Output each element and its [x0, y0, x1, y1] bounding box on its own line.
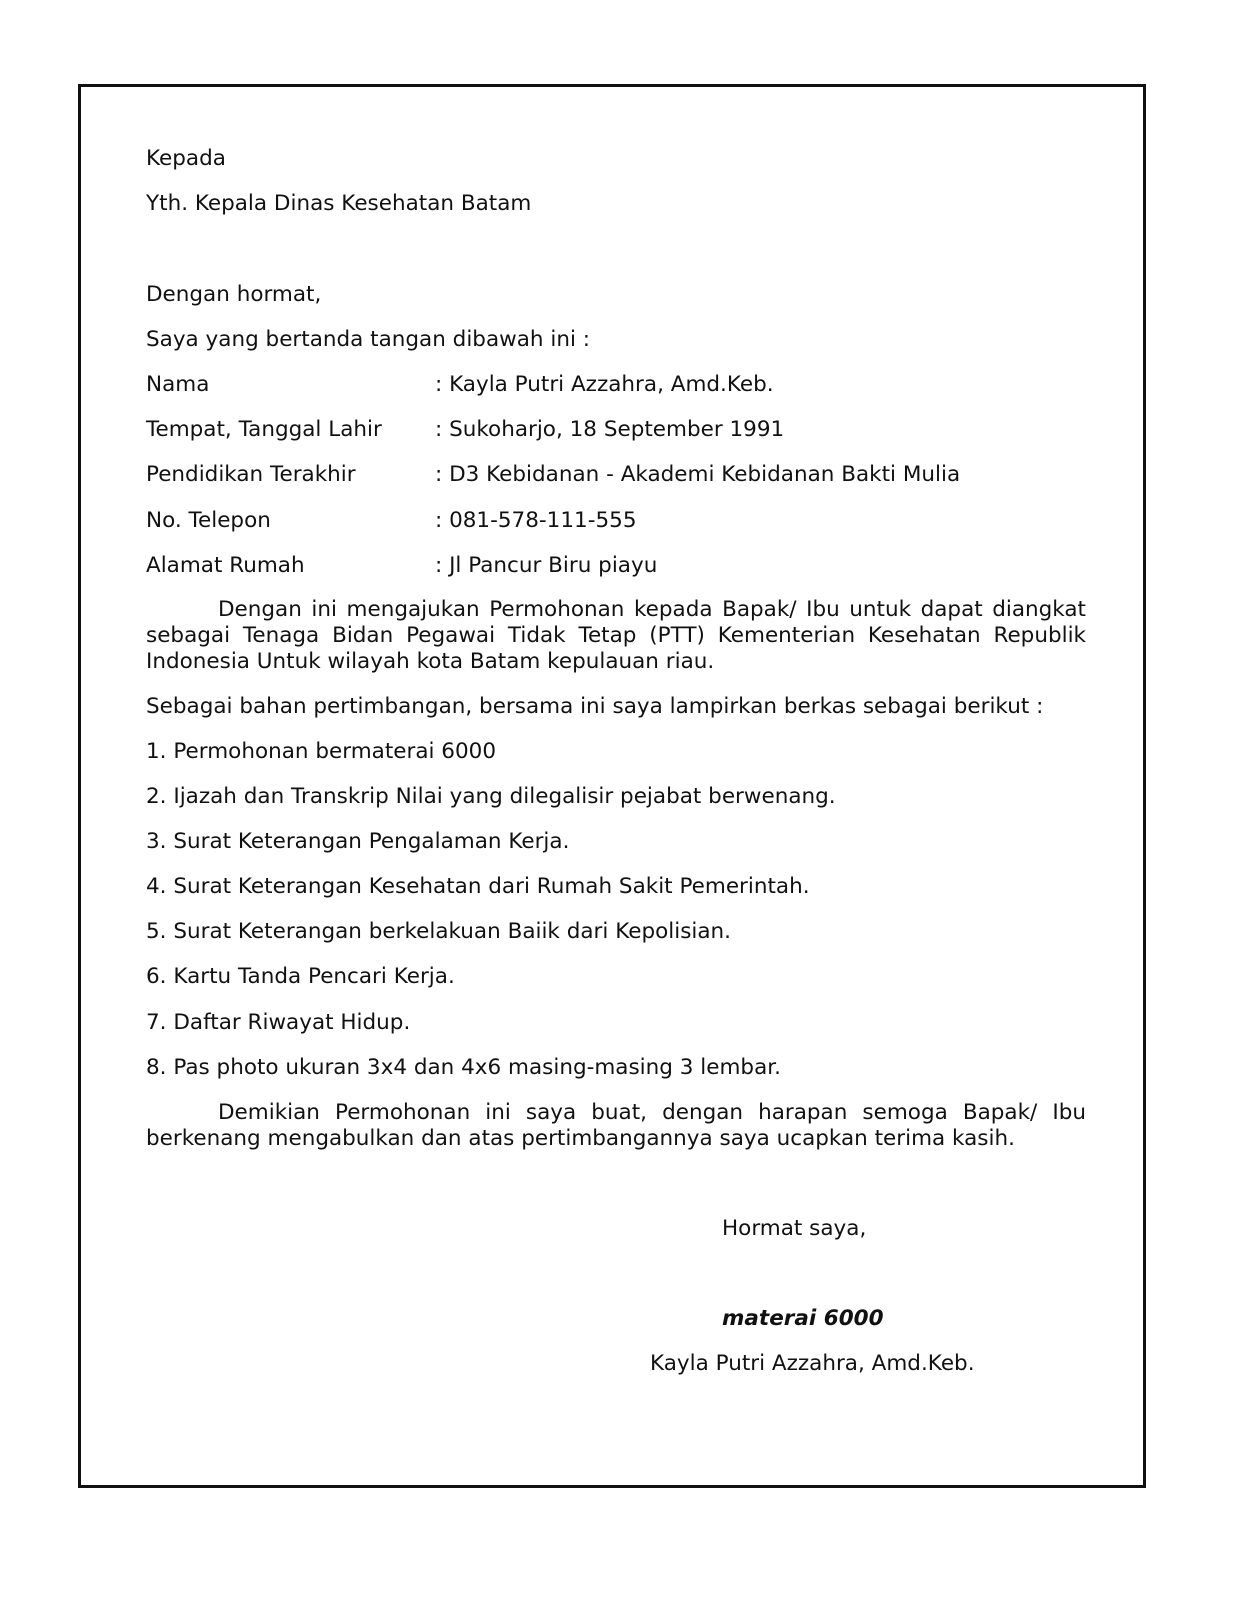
attachment-item: 6. Kartu Tanda Pencari Kerja. [146, 964, 455, 989]
attachment-item: 7. Daftar Riwayat Hidup. [146, 1010, 411, 1035]
attachment-item: 1. Permohonan bermaterai 6000 [146, 739, 497, 764]
attachment-item: 5. Surat Keterangan berkelakuan Baiik dari Kepolisian. [146, 919, 732, 944]
field-label-telepon: No. Telepon [146, 508, 271, 533]
field-value-pendidikan: : D3 Kebidanan - Akademi Kebidanan Bakti Mulia [435, 462, 961, 487]
attachment-item: 2. Ijazah dan Transkrip Nilai yang dilegalisir pejabat berwenang. [146, 784, 836, 809]
valediction: Hormat saya, [722, 1216, 867, 1241]
field-value-nama: : Kayla Putri Azzahra, Amd.Keb. [435, 372, 774, 397]
request-paragraph: Dengan ini mengajukan Permohonan kepada Bapak/ Ibu untuk dapat diangkat sebagai Tenaga Bidan Pegawai Tidak Tetap (PTT) Kementerian Kesehatan Republik Indonesia Untuk wilayah kota Batam kepulauan riau. [146, 597, 1086, 674]
attachment-item: 8. Pas photo ukuran 3x4 dan 4x6 masing-masing 3 lembar. [146, 1055, 781, 1080]
greeting: Dengan hormat, [146, 282, 322, 307]
attachment-item: 4. Surat Keterangan Kesehatan dari Rumah Sakit Pemerintah. [146, 874, 810, 899]
closing-paragraph: Demikian Permohonan ini saya buat, dengan harapan semoga Bapak/ Ibu berkenang mengabulkan dan atas pertimbangannya saya ucapkan terima kasih. [146, 1100, 1086, 1151]
stamp-note: materai 6000 [722, 1306, 884, 1331]
field-label-alamat: Alamat Rumah [146, 553, 305, 578]
signatory-name: Kayla Putri Azzahra, Amd.Keb. [650, 1351, 975, 1376]
attachments-intro: Sebagai bahan pertimbangan, bersama ini saya lampirkan berkas sebagai berikut : [146, 694, 1044, 719]
attachment-item: 3. Surat Keterangan Pengalaman Kerja. [146, 829, 570, 854]
intro-text: Saya yang bertanda tangan dibawah ini : [146, 327, 590, 352]
field-label-nama: Nama [146, 372, 210, 397]
field-value-alamat: : Jl Pancur Biru piayu [435, 553, 658, 578]
field-value-ttl: : Sukoharjo, 18 September 1991 [435, 417, 785, 442]
field-label-ttl: Tempat, Tanggal Lahir [146, 417, 382, 442]
field-value-telepon: : 081-578-111-555 [435, 508, 637, 533]
field-label-pendidikan: Pendidikan Terakhir [146, 462, 356, 487]
recipient-name: Yth. Kepala Dinas Kesehatan Batam [146, 191, 532, 216]
recipient-to: Kepada [146, 146, 226, 171]
